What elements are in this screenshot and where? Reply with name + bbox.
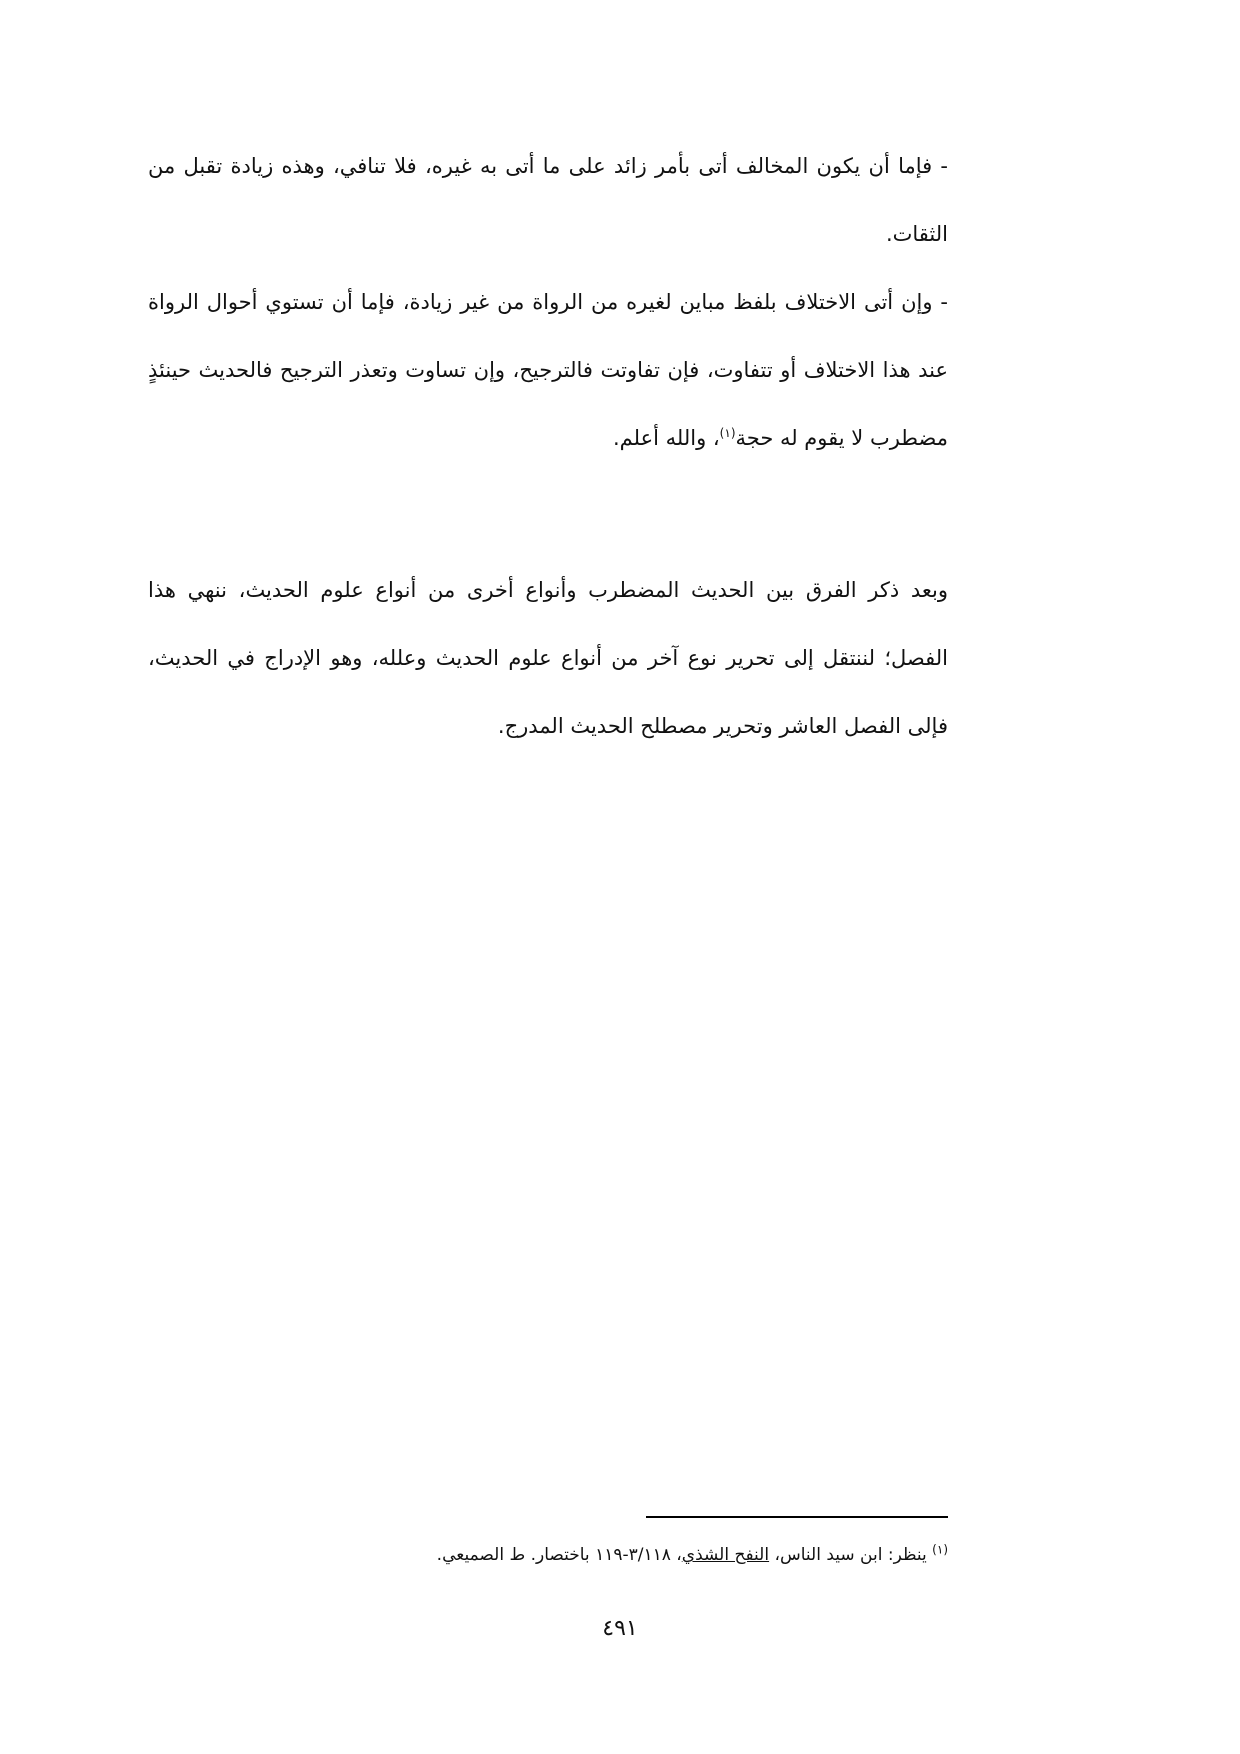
footnote-separator-line bbox=[646, 1516, 948, 1518]
footnote-text-start: ينظر: ابن سيد الناس، bbox=[769, 1545, 933, 1565]
footnote-marker: (١) bbox=[932, 1542, 948, 1557]
paragraph-first-case bbox=[148, 132, 948, 268]
paragraph-conclusion bbox=[148, 556, 948, 760]
page-number: ٤٩١ bbox=[602, 1616, 638, 1641]
footnote-book-title: النفح الشذي bbox=[681, 1545, 770, 1565]
footnote-reference-marker[interactable]: (١) bbox=[719, 426, 736, 440]
paragraph-conclusion-text: وبعد ذكر الفرق بين الحديث المضطرب وأنواع أخرى من أنواع علوم الحديث، ننهي هذا الفصل؛ لننتقل إلى تحرير نوع آخر من أنواع علوم الحديث وعلله، وهو الإدراج في الحديث، فإلى الفصل العاشر وتحرير مصطلح الحديث المدرج. bbox=[148, 578, 948, 738]
footnote bbox=[148, 1540, 948, 1570]
paragraph-second-case-ending: ، والله أعلم. bbox=[612, 426, 720, 450]
paragraph-second-case bbox=[148, 268, 948, 472]
paragraph-first-case-text: - فإما أن يكون المخالف أتى بأمر زائد على ما أتى به غيره، فلا تنافي، وهذه زيادة تقبل من الثقات. bbox=[148, 154, 948, 246]
footnote-text-end: ، ٣/١١٨-١١٩ باختصار. ط الصميعي. bbox=[436, 1545, 682, 1565]
paragraph-second-case-text: - وإن أتى الاختلاف بلفظ مباين لغيره من الرواة من غير زيادة، فإما أن تستوي أحوال الرواة عند هذا الاختلاف أو تتفاوت، فإن تفاوتت فالترجيح، وإن تساوت وتعذر الترجيح فالحديث حينئذٍ مضطرب لا يقوم له حجة bbox=[148, 290, 948, 450]
